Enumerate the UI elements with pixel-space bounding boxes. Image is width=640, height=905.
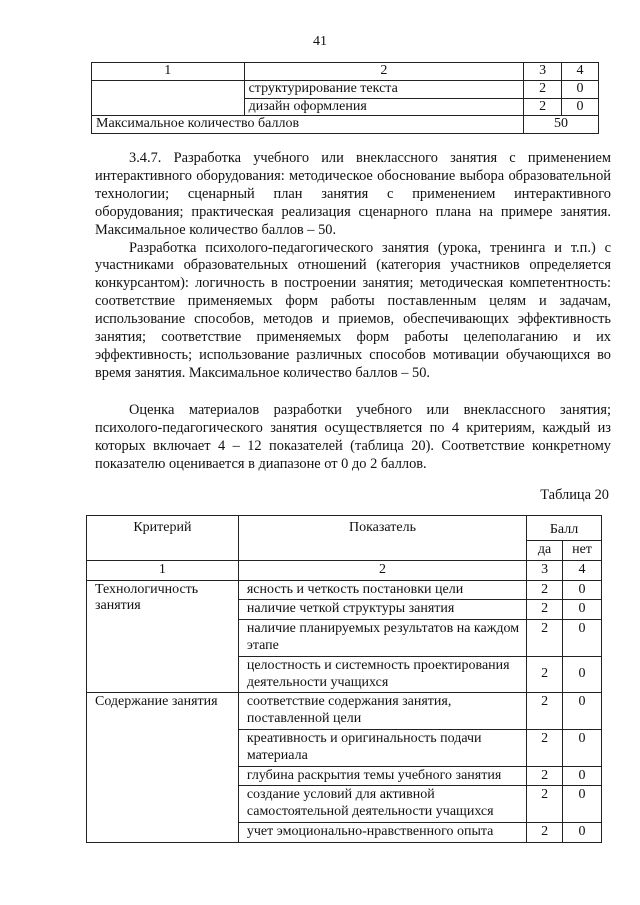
score-no-cell: 0 [563,656,602,693]
score-no-cell: 0 [562,98,599,116]
score-no-cell: 0 [563,729,602,766]
indicator-cell: наличие четкой структуры занятия [238,600,526,620]
score-no-cell: 0 [563,822,602,842]
table-header-row [92,63,599,81]
score-header: Балл [527,516,602,541]
criterion-cell: Технологичность занятия [87,580,239,693]
yes-header: да [527,541,563,561]
score-no-cell: 0 [563,786,602,823]
indicator-header: Показатель [238,516,526,561]
score-yes-cell: 2 [527,786,563,823]
score-yes-cell: 2 [527,822,563,842]
score-yes-cell: 2 [524,98,562,116]
total-value-cell: 50 [524,116,599,134]
indicator-cell: создание условий для активной самостоятельной деятельности учащихся [238,786,526,823]
column-number-cell: 4 [563,560,602,580]
score-no-cell: 0 [563,693,602,730]
score-no-cell: 0 [563,766,602,786]
criterion-cell [92,80,245,116]
criterion-cell: Содержание занятия [87,693,239,842]
column-number-cell: 1 [92,63,245,81]
score-no-cell: 0 [563,580,602,600]
paragraph-evaluation: Оценка материалов разработки учебного или внеклассного занятия; психолого-педагогического занятия осуществляется по 4 критериям, каждый из которых включает 4 – 12 показателей (таблица 20). Соответствие конкретному показателю оценивается в диапазоне от 0 до 2 баллов. [95,402,611,472]
column-number-cell: 2 [238,560,526,580]
table-20 [86,515,602,843]
body-text [95,150,611,383]
no-header: нет [563,541,602,561]
table-caption: Таблица 20 [540,487,609,503]
indicator-cell: соответствие содержания занятия, поставленной цели [238,693,526,730]
indicator-cell: наличие планируемых результатов на каждом этапе [238,620,526,657]
indicator-cell: креативность и оригинальность подачи материала [238,729,526,766]
indicator-cell: глубина раскрытия темы учебного занятия [238,766,526,786]
score-no-cell: 0 [563,620,602,657]
column-number-cell: 1 [87,560,239,580]
continued-score-table [91,62,599,134]
score-yes-cell: 2 [527,620,563,657]
table-numbering-row [87,560,602,580]
table-head-row [87,516,602,541]
paragraph-3-4-7: 3.4.7. Разработка учебного или внеклассного занятия с применением интерактивного оборудования: методическое обоснование выбора образовательной технологии; сценарный план занятия с применением интерактивного оборудования; практическая реализация сценарного плана на примере занятия. Максимальное количество баллов – 50. [95,150,611,238]
score-no-cell: 0 [562,80,599,98]
score-yes-cell: 2 [527,600,563,620]
score-no-cell: 0 [563,600,602,620]
page-number: 41 [313,34,327,49]
table-row [92,80,599,98]
total-row [92,116,599,134]
score-yes-cell: 2 [527,729,563,766]
column-number-cell: 2 [244,63,524,81]
score-yes-cell: 2 [527,766,563,786]
column-number-cell: 3 [527,560,563,580]
indicator-cell: ясность и четкость постановки цели [238,580,526,600]
column-number-cell: 3 [524,63,562,81]
criterion-header: Критерий [87,516,239,561]
score-yes-cell: 2 [527,580,563,600]
score-yes-cell: 2 [524,80,562,98]
indicator-cell: целостность и системность проектирования деятельности учащихся [238,656,526,693]
score-yes-cell: 2 [527,656,563,693]
table-row [87,580,602,600]
paragraph-psych-session: Разработка психолого-педагогического занятия (урока, тренинга и т.п.) с участниками образовательных отношений (категория участников определяется конкурсантом): логичность в построении занятия; методическая компетентность: соответствие применяемых форм работы поставленным целям и задачам, использование способов, методов и приемов, обеспечивающих эффективность занятия; соответствие применяемых форм работы целеполаганию и их эффективность; использование различных способов мотивации обучающихся во время занятия. Максимальное количество баллов – 50. [95,239,611,381]
score-yes-cell: 2 [527,693,563,730]
body-text-evaluation [95,402,611,474]
indicator-cell: учет эмоционально-нравственного опыта [238,822,526,842]
column-number-cell: 4 [562,63,599,81]
indicator-cell: структурирование текста [244,80,524,98]
indicator-cell: дизайн оформления [244,98,524,116]
total-label-cell: Максимальное количество баллов [92,116,524,134]
table-row [87,693,602,730]
